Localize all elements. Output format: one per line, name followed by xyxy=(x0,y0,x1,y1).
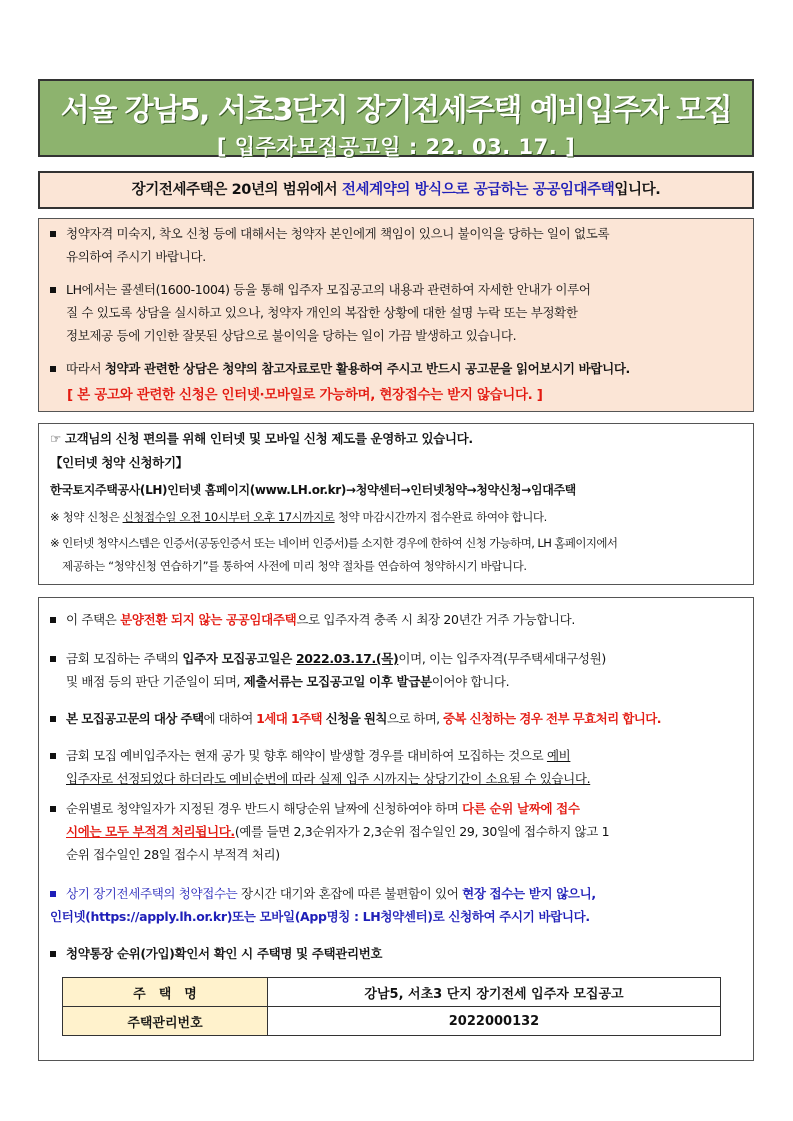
onsite-warning: [ 본 공고와 관련한 신청은 인터넷·모바일로 가능하며, 현장접수는 받지 않습니다. ] xyxy=(67,387,543,403)
detail-item-7: 청약통장 순위(가입)확인서 확인 시 주택명 및 주택관리번호 xyxy=(66,946,383,961)
announcement-date: [ 입주자모집공고일 : 22. 03. 17. ] xyxy=(216,135,576,159)
note-certificate: ※ 인터넷 청약시스템은 인증서(공동인증서 또는 네이버 인증서)를 소지한 경우에 한하여 신청 가능하며, LH 홈페이지에서 제공하는 “청약신청 연습하기”를 통하여 사전에 미리 청약 절차를 연습하여 청약하시기 바랍니다. xyxy=(50,536,618,573)
housing-name-value: 강남5, 서초3 단지 장기전세 입주자 모집공고 xyxy=(268,978,721,1007)
table-row xyxy=(63,978,721,1007)
table-row xyxy=(63,1007,721,1036)
intro-statement: 장기전세주택은 20년의 범위에서 전세계약의 방식으로 공급하는 공공임대주택입니다. xyxy=(38,171,754,209)
bullet-icon xyxy=(50,231,56,237)
title-banner xyxy=(38,79,754,157)
detail-item-2: 금회 모집하는 주택의 입주자 모집공고일은 2022.03.17.(목)이며, 이는 입주자격(무주택세대구성원) 및 배점 등의 판단 기준일이 되며, 제출서류는 모집공고일 이후 발급분이어야 합니다. xyxy=(66,651,606,689)
bullet-icon xyxy=(50,617,56,623)
bullet-icon xyxy=(50,287,56,293)
detail-item-6: 상기 장기전세주택의 청약접수는 장시간 대기와 혼잡에 따른 불편함이 있어 현장 접수는 받지 않으니, 인터넷(https://apply.lh.or.kr)또는 모바일(App명칭 : LH청약센터)로 신청하여 주시기 바랍니다. xyxy=(50,886,596,924)
detail-item-1: 이 주택은 분양전환 되지 않는 공공임대주택으로 입주자격 충족 시 최장 20년간 거주 가능합니다. xyxy=(66,612,576,627)
notice-box-caution xyxy=(38,218,754,412)
notice-box-internet xyxy=(38,423,754,585)
detail-item-5: 순위별로 청약일자가 지정된 경우 반드시 해당순위 날짜에 신청하여야 하며 다른 순위 날짜에 접수 시에는 모두 부적격 처리됩니다.(예를 들면 2,3순위자가 2,3순위 접수일인 29, 30일에 접수하지 않고 1 순위 접수일인 28일 접수시 부적격 처리) xyxy=(66,801,610,862)
housing-name-label: 주 택 명 xyxy=(63,978,268,1007)
note-hours: ※ 청약 신청은 신청접수일 오전 10시부터 오후 17시까지로 청약 마감시간까지 접수완료 하여야 합니다. xyxy=(50,510,547,524)
bullet-icon xyxy=(50,366,56,372)
page-title: 서울 강남5, 서초3단지 장기전세주택 예비입주자 모집 xyxy=(60,93,732,128)
caution-item-3: 따라서 청약과 관련한 상담은 청약의 참고자료로만 활용하여 주시고 반드시 공고문을 읽어보시기 바랍니다. xyxy=(66,361,630,376)
bullet-icon xyxy=(50,891,56,897)
bullet-icon xyxy=(50,806,56,812)
internet-intro: ☞ 고객님의 신청 편의를 위해 인터넷 및 모바일 신청 제도를 운영하고 있습니다. xyxy=(50,431,473,446)
bullet-icon xyxy=(50,656,56,662)
bullet-icon xyxy=(50,951,56,957)
detail-item-3: 본 모집공고문의 대상 주택에 대하여 1세대 1주택 신청을 원칙으로 하며, 중복 신청하는 경우 전부 무효처리 합니다. xyxy=(66,711,661,726)
management-number-value: 2022000132 xyxy=(268,1007,721,1036)
bullet-icon xyxy=(50,716,56,722)
bullet-icon xyxy=(50,753,56,759)
application-path: 한국토지주택공사(LH)인터넷 홈페이지(www.LH.or.kr)→청약센터→인터넷청약→청약신청→임대주택 xyxy=(50,483,576,497)
management-number-label: 주택관리번호 xyxy=(63,1007,268,1036)
detail-item-4: 금회 모집 예비입주자는 현재 공가 및 향후 해약이 발생할 경우를 대비하여 모집하는 것으로 예비 입주자로 선정되었다 하더라도 예비순번에 따라 실제 입주 시까지는 상당기간이 소요될 수 있습니다. xyxy=(66,748,591,786)
internet-heading: 【인터넷 청약 신청하기】 xyxy=(50,455,188,470)
housing-info-table xyxy=(62,977,721,1036)
caution-item-2: LH에서는 콜센터(1600-1004) 등을 통해 입주자 모집공고의 내용과 관련하여 자세한 안내가 이루어 질 수 있도록 상담을 실시하고 있으나, 청약자 개인의 복잡한 상황에 대한 설명 누락 또는 부정확한 정보제공 등에 기인한 잘못된 상담으로 불이익을 당하는 일이 가끔 발생하고 있습니다. xyxy=(66,282,591,343)
caution-item-1: 청약자격 미숙지, 착오 신청 등에 대해서는 청약자 본인에게 책임이 있으니 불이익을 당하는 일이 없도록 유의하여 주시기 바랍니다. xyxy=(66,226,610,264)
